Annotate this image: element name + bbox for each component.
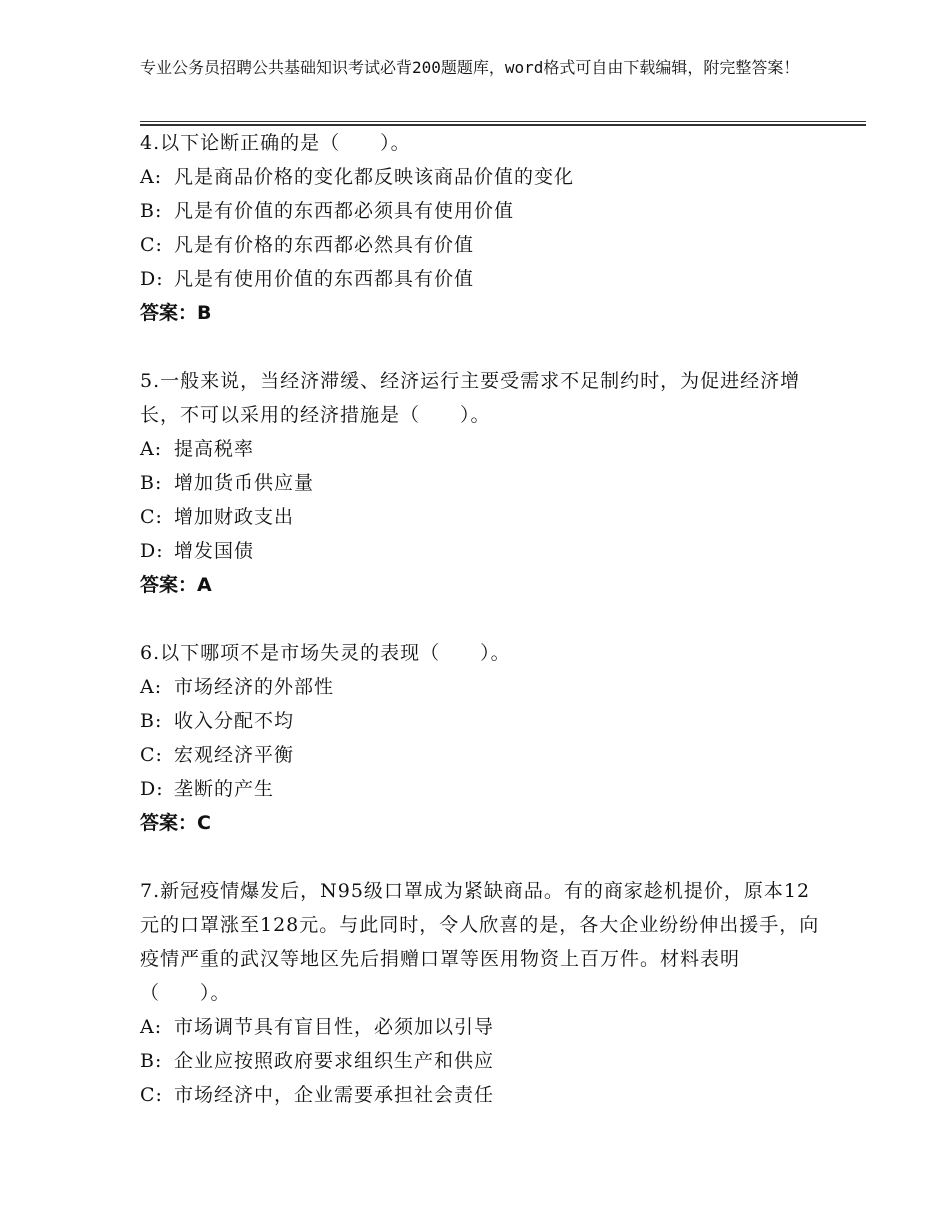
question-stem: 5.一般来说，当经济滞缓、经济运行主要受需求不足制约时，为促进经济增长，不可以采用的经济措施是（ ）。 bbox=[140, 370, 801, 426]
option-text: 增加财政支出 bbox=[174, 506, 295, 528]
option-text: 凡是商品价格的变化都反映该商品价值的变化 bbox=[174, 166, 575, 188]
option-text: 提高税率 bbox=[174, 438, 255, 460]
option-d bbox=[140, 772, 820, 806]
option-c bbox=[140, 500, 820, 534]
option-text: 市场经济的外部性 bbox=[174, 676, 335, 698]
option-c bbox=[140, 228, 820, 262]
question-5 bbox=[140, 364, 820, 602]
answer-label: 答案：C bbox=[140, 812, 211, 834]
question-7 bbox=[140, 874, 820, 1112]
option-text: 宏观经济平衡 bbox=[174, 744, 295, 766]
option-text: 增发国债 bbox=[174, 540, 255, 562]
option-letter: C: bbox=[140, 1084, 163, 1106]
question-stem: 4.以下论断正确的是（ ）。 bbox=[140, 132, 411, 154]
option-text: 市场调节具有盲目性，必须加以引导 bbox=[174, 1016, 495, 1038]
option-text: 垄断的产生 bbox=[174, 778, 275, 800]
option-a bbox=[140, 670, 820, 704]
option-letter: D: bbox=[140, 778, 164, 800]
option-d bbox=[140, 534, 820, 568]
page-header bbox=[140, 56, 820, 79]
question-6 bbox=[140, 636, 820, 840]
question-list bbox=[140, 126, 820, 1146]
option-text: 市场经济中，企业需要承担社会责任 bbox=[174, 1084, 495, 1106]
option-text: 增加货币供应量 bbox=[174, 472, 315, 494]
question-4 bbox=[140, 126, 820, 330]
option-letter: C: bbox=[140, 744, 163, 766]
option-a bbox=[140, 432, 820, 466]
option-text: 收入分配不均 bbox=[174, 710, 295, 732]
option-letter: C: bbox=[140, 506, 163, 528]
answer-label: 答案：B bbox=[140, 302, 212, 324]
option-b bbox=[140, 1044, 820, 1078]
option-letter: D: bbox=[140, 540, 164, 562]
option-letter: A: bbox=[140, 1016, 163, 1038]
option-c bbox=[140, 1078, 820, 1112]
option-letter: D: bbox=[140, 268, 164, 290]
option-letter: A: bbox=[140, 676, 163, 698]
question-stem: 6.以下哪项不是市场失灵的表现（ ）。 bbox=[140, 642, 511, 664]
option-b bbox=[140, 704, 820, 738]
option-text: 凡是有价格的东西都必然具有价值 bbox=[174, 234, 475, 256]
option-a bbox=[140, 1010, 820, 1044]
option-c bbox=[140, 738, 820, 772]
option-text: 凡是有使用价值的东西都具有价值 bbox=[174, 268, 475, 290]
option-letter: B: bbox=[140, 1050, 163, 1072]
option-letter: B: bbox=[140, 472, 163, 494]
option-a bbox=[140, 160, 820, 194]
option-text: 凡是有价值的东西都必须具有使用价值 bbox=[174, 200, 515, 222]
header-text: 专业公务员招聘公共基础知识考试必背200题题库，word格式可自由下载编辑，附完整答案！ bbox=[140, 58, 800, 77]
option-letter: B: bbox=[140, 710, 163, 732]
option-letter: C: bbox=[140, 234, 163, 256]
option-letter: A: bbox=[140, 166, 163, 188]
option-text: 企业应按照政府要求组织生产和供应 bbox=[174, 1050, 495, 1072]
answer-label: 答案：A bbox=[140, 574, 212, 596]
question-stem: 7.新冠疫情爆发后，N95级口罩成为紧缺商品。有的商家趁机提价，原本12元的口罩涨至128元。与此同时，令人欣喜的是，各大企业纷纷伸出援手，向疫情严重的武汉等地区先后捐赠口罩等医用物资上百万件。材料表明（ ）。 bbox=[140, 880, 820, 1004]
option-letter: A: bbox=[140, 438, 163, 460]
option-letter: B: bbox=[140, 200, 163, 222]
option-d bbox=[140, 262, 820, 296]
option-b bbox=[140, 194, 820, 228]
option-b bbox=[140, 466, 820, 500]
